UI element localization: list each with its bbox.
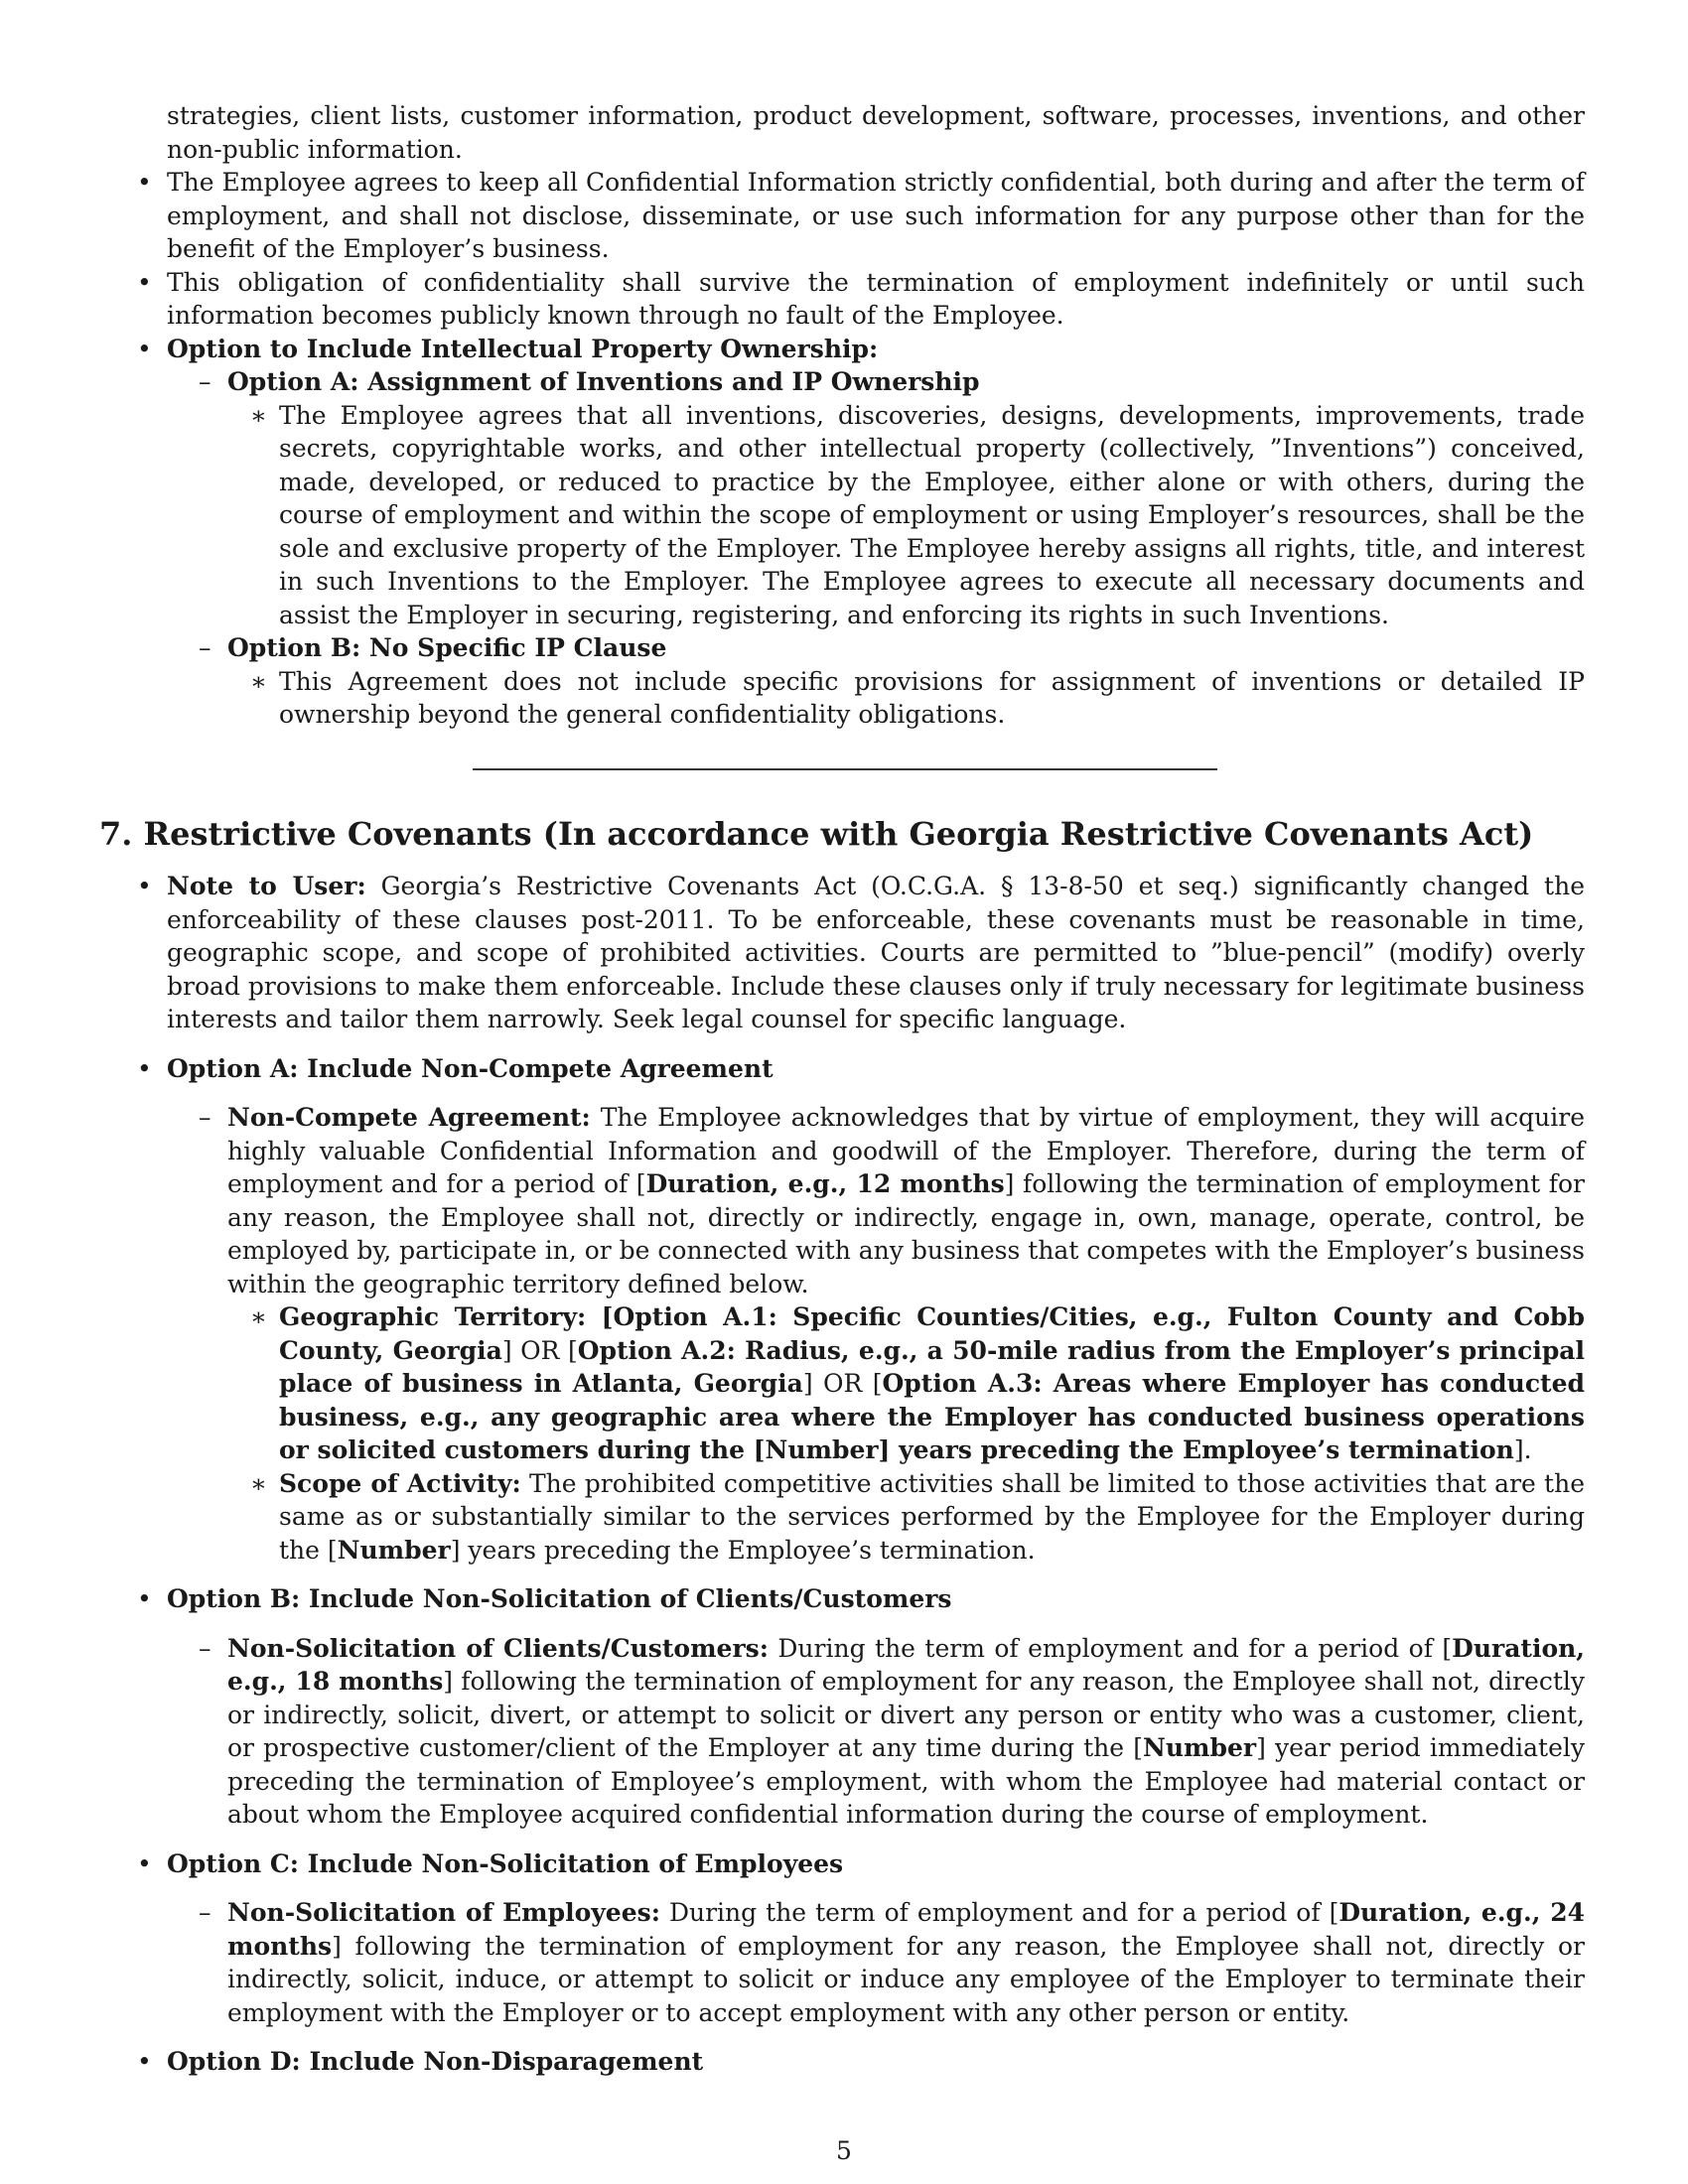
list-item <box>137 870 1585 1036</box>
page-number: 5 <box>836 2136 852 2165</box>
noncompete-text-2: ] following the termination of employment for any reason, the Employee shall not, directly or indirectly, engage in, own, manage, operate, control, be employed by, participate in, or be connected with any business that competes with the Employer’s business within the geographic territory defined below. <box>227 1169 1585 1298</box>
list-item <box>167 1896 1585 2029</box>
bullet-marker: • <box>137 267 152 297</box>
option-c-heading: Option C: Include Non-Solicitation of Employees <box>167 1848 844 1878</box>
geo-option-a3: Option A.3: Areas where Employer has conducted business, e.g., any geographic area where the Employer has conducted business operations or solicited customers during the [Number] years preceding the Employee’s termination <box>279 1369 1585 1464</box>
scope-text-1: The prohibited competitive activities shall be limited to those activities that are the same as or substantially similar to the services performed by the Employee for the Employer during the [ <box>279 1468 1585 1565</box>
survival-bullet-text: This obligation of confidentiality shall survive the termination of employment indefinitely or until such information becomes publicly known through no fault of the Employee. <box>167 267 1585 330</box>
list-item <box>167 365 1585 399</box>
star-marker: ∗ <box>250 1468 267 1498</box>
nsc-text-2: ] following the termination of employment for any reason, the Employee shall not, directly or indirectly, solicit, divert, or attempt to solicit or divert any person or entity who was a customer, client, or prospective customer/client of the Employer at any time during the [ <box>227 1667 1585 1762</box>
list-item <box>167 665 1585 732</box>
nse-label: Non-Solicitation of Employees: <box>227 1898 660 1927</box>
noncompete-duration: Duration, e.g., 12 months <box>645 1169 1005 1198</box>
bullet-marker: • <box>137 2047 152 2076</box>
ip-option-b-text: This Agreement does not include specific provisions for assignment of inventions or detailed IP ownership beyond the general confidentiality obligations. <box>279 666 1585 729</box>
confidentiality-continuation <box>137 99 1585 732</box>
continuation-paragraph: strategies, client lists, customer information, product development, software, processes, inventions, and other non-public information. <box>167 101 1585 164</box>
list-item <box>137 1052 1585 1086</box>
list-item <box>137 2045 1585 2079</box>
nsc-number: Number <box>1143 1733 1257 1762</box>
bullet-marker: • <box>137 168 152 197</box>
list-item <box>167 1300 1585 1467</box>
bullet-marker: • <box>137 1053 152 1083</box>
dash-marker: – <box>199 1103 211 1132</box>
scope-number: Number <box>337 1535 451 1565</box>
option-d-heading: Option D: Include Non-Disparagement <box>167 2047 704 2076</box>
scope-text-2: ] years preceding the Employee’s termination. <box>450 1535 1036 1565</box>
confidentiality-bullet-text: The Employee agrees to keep all Confidential Information strictly confidential, both during and after the term of employment, and shall not disclose, disseminate, or use such information for any purpose other than for the benefit of the Employer’s business. <box>167 168 1585 263</box>
geo-end: ]. <box>1513 1435 1532 1464</box>
nsc-label: Non-Solicitation of Clients/Customers: <box>227 1633 769 1663</box>
list-item <box>167 399 1585 632</box>
section-7-body <box>137 870 1585 2079</box>
bullet-marker: • <box>137 1584 152 1613</box>
option-a-heading: Option A: Include Non-Compete Agreement <box>167 1053 774 1083</box>
section-7-title: 7. Restrictive Covenants (In accordance with Georgia Restrictive Covenants Act) <box>99 815 1534 853</box>
list-item <box>137 1847 1585 1881</box>
ip-heading: Option to Include Intellectual Property Ownership: <box>167 334 879 363</box>
bullet-marker: • <box>137 872 152 900</box>
scope-label: Scope of Activity: <box>279 1468 521 1498</box>
star-marker: ∗ <box>250 400 267 430</box>
list-item <box>167 631 1585 665</box>
list-item <box>167 1101 1585 1300</box>
list-item <box>137 266 1585 333</box>
nsc-text-3: ] year period immediately preceding the termination of Employee’s employment, with whom the Employee had material contact or about whom the Employee acquired confidential information during the course of employment. <box>227 1733 1585 1829</box>
dash-marker: – <box>199 1898 211 1927</box>
noncompete-label: Non-Compete Agreement: <box>227 1103 591 1132</box>
nse-text-1: During the term of employment and for a period of [ <box>668 1898 1339 1927</box>
nsc-text-1: During the term of employment and for a period of [ <box>777 1633 1453 1663</box>
list-item <box>137 1582 1585 1616</box>
geo-label: Geographic Territory: [Option A.1: Specific Counties/Cities, e.g., Fulton County and Cobb County, Georgia <box>279 1302 1585 1365</box>
dash-marker: – <box>199 633 211 662</box>
list-item <box>167 1467 1585 1568</box>
star-marker: ∗ <box>250 666 267 696</box>
note-text: Georgia’s Restrictive Covenants Act (O.C.G.A. § 13-8-50 et seq.) significantly changed the enforceability of these clauses post-2011. To be enforceable, these covenants must be reasonable in time, geographic scope, and scope of prohibited activities. Courts are permitted to ”blue-pencil” (modify) overly broad provisions to make them enforceable. Include these clauses only if truly necessary for legitimate business interests and tailor them narrowly. Seek legal counsel for specific language. <box>167 872 1585 1033</box>
bullet-marker: • <box>137 1848 152 1878</box>
note-label: Note to User: <box>167 872 366 900</box>
list-item <box>137 333 1585 366</box>
list-item <box>167 1632 1585 1832</box>
star-marker: ∗ <box>250 1302 267 1331</box>
ip-option-a-heading: Option A: Assignment of Inventions and IP Ownership <box>227 367 980 396</box>
section-divider <box>473 768 1217 770</box>
dash-marker: – <box>199 367 211 396</box>
dash-marker: – <box>199 1633 211 1663</box>
geo-option-a2: Option A.2: Radius, e.g., a 50-mile radius from the Employer’s principal place of business in Atlanta, Georgia <box>279 1335 1585 1398</box>
noncompete-text-1: The Employee acknowledges that by virtue of employment, they will acquire highly valuable Confidential Information and goodwill of the Employer. Therefore, during the term of employment and for a period of [ <box>227 1103 1585 1198</box>
ip-option-a-text: The Employee agrees that all inventions, discoveries, designs, developments, improvements, trade secrets, copyrightable works, and other intellectual property (collectively, ”Inventions”) conceived, made, developed, or reduced to practice by the Employee, either alone or with others, during the course of employment and within the scope of employment or using Employer’s resources, shall be the sole and exclusive property of the Employer. The Employee hereby assigns all rights, title, and interest in such Inventions to the Employer. The Employee agrees to execute all necessary documents and assist the Employer in securing, registering, and enforcing its rights in such Inventions. <box>279 400 1585 629</box>
nse-text-2: ] following the termination of employment for any reason, the Employee shall not, directly or indirectly, solicit, induce, or attempt to solicit or induce any employee of the Employer to terminate their employment with the Employer or to accept employment with any other person or entity. <box>227 1931 1585 2027</box>
list-item <box>137 166 1585 266</box>
nsc-duration: Duration, e.g., 18 months <box>227 1633 1585 1696</box>
nse-duration: Duration, e.g., 24 months <box>227 1898 1585 1961</box>
bullet-marker: • <box>137 334 152 363</box>
option-b-heading: Option B: Include Non-Solicitation of Clients/Customers <box>167 1584 952 1613</box>
geo-or-2: ] OR [ <box>802 1369 883 1398</box>
geo-or-1: ] OR [ <box>501 1335 578 1365</box>
ip-option-b-heading: Option B: No Specific IP Clause <box>227 633 667 662</box>
